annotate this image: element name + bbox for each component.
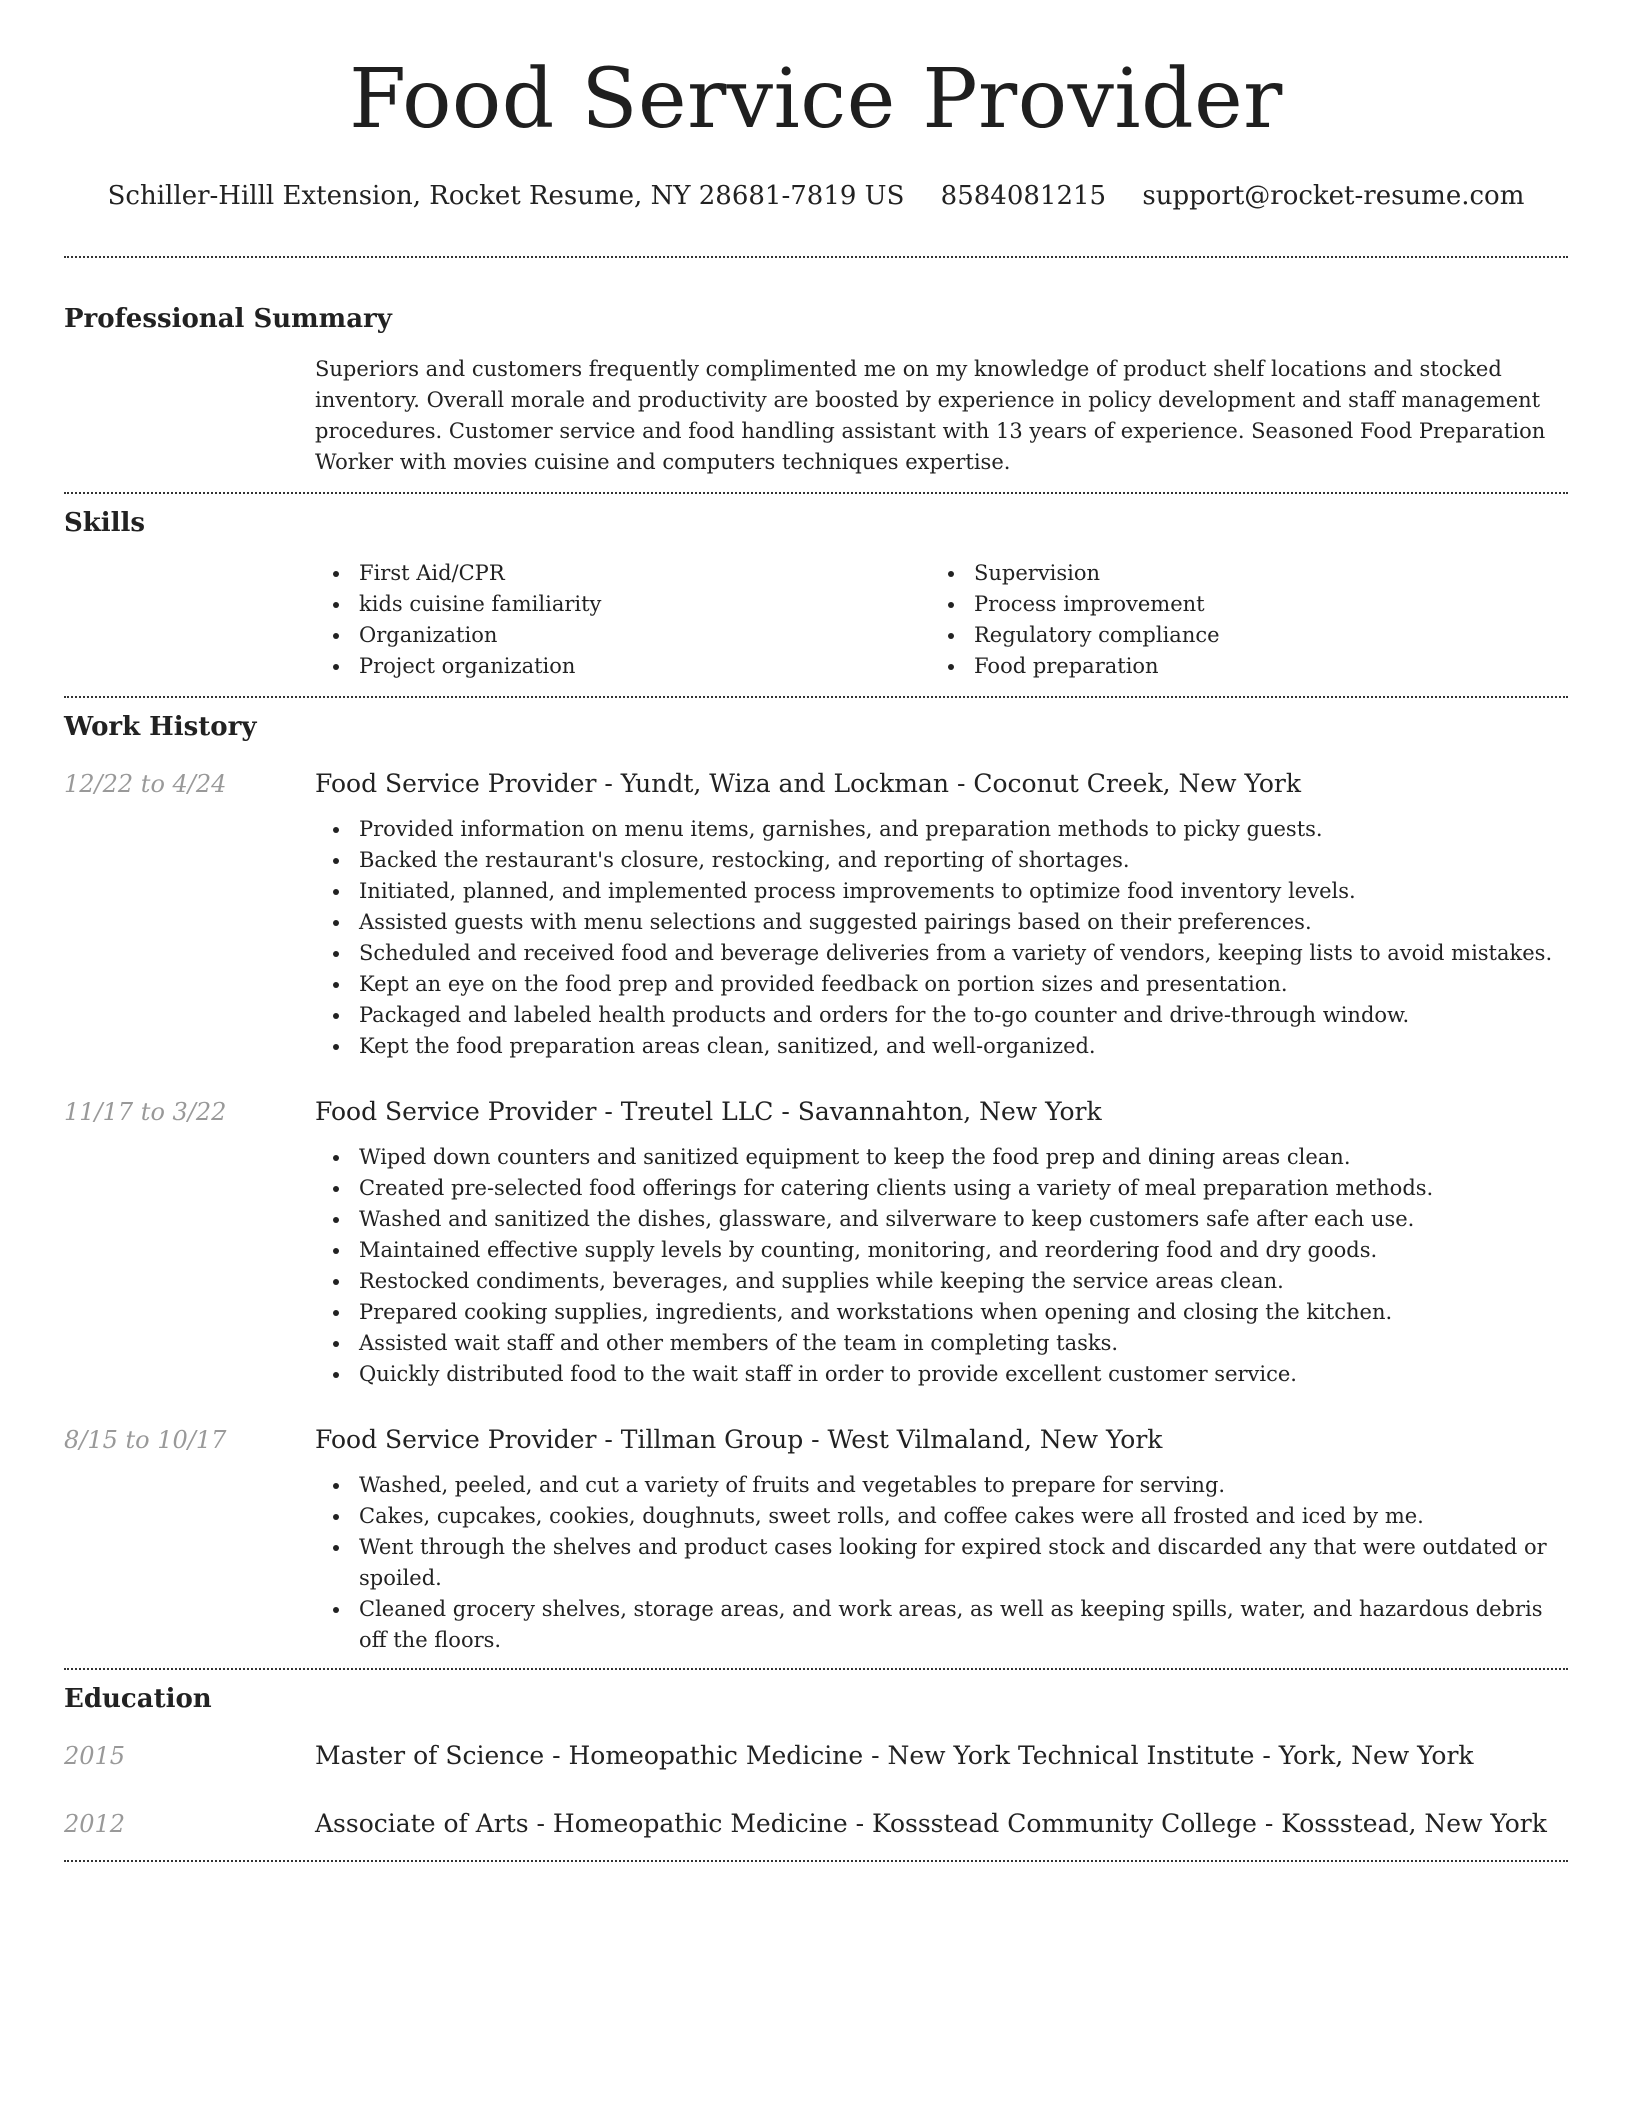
summary-text: Superiors and customers frequently complimented me on my knowledge of product shelf locations and stocked inventory. Overall morale and productivity are boosted by experience in policy development and staff management procedures. Customer service and food handling assistant with 13 years of experience. Seasoned Food Preparation Worker with movies cuisine and computers techniques expertise. [315, 357, 1546, 474]
job-dates: 11/17 to 3/22 [64, 1098, 227, 1126]
duty-item: Maintained effective supply levels by counting, monitoring, and reordering food and dry goods. [315, 1235, 1568, 1266]
skill-item: First Aid/CPR [315, 558, 930, 589]
skills-list [315, 558, 1568, 682]
divider [64, 696, 1568, 698]
job-entry [64, 1424, 1568, 1656]
skill-item: Food preparation [930, 651, 1545, 682]
duty-item: Quickly distributed food to the wait staff in order to provide excellent customer service. [315, 1359, 1568, 1390]
skill-item: Regulatory compliance [930, 620, 1545, 651]
duty-item: Created pre-selected food offerings for catering clients using a variety of meal preparation methods. [315, 1173, 1568, 1204]
duty-item: Packaged and labeled health products and orders for the to-go counter and drive-through window. [315, 1000, 1568, 1031]
summary-heading: Professional Summary [64, 304, 392, 334]
duty-item: Washed and sanitized the dishes, glassware, and silverware to keep customers safe after each use. [315, 1204, 1568, 1235]
divider [64, 256, 1568, 258]
education-year: 2012 [64, 1810, 126, 1838]
duty-item: Cakes, cupcakes, cookies, doughnuts, sweet rolls, and coffee cakes were all frosted and iced by me. [315, 1501, 1568, 1532]
duty-item: Wiped down counters and sanitized equipment to keep the food prep and dining areas clean. [315, 1142, 1568, 1173]
job-duties [315, 1142, 1568, 1390]
duty-item: Provided information on menu items, garnishes, and preparation methods to picky guests. [315, 814, 1568, 845]
skill-item: Supervision [930, 558, 1545, 589]
duty-item: Scheduled and received food and beverage deliveries from a variety of vendors, keeping lists to avoid mistakes. [315, 938, 1568, 969]
job-entry [64, 1096, 1568, 1390]
skill-item: Project organization [315, 651, 930, 682]
skill-item: kids cuisine familiarity [315, 589, 930, 620]
duty-item: Went through the shelves and product cases looking for expired stock and discarded any that were outdated or spoiled. [315, 1532, 1568, 1594]
job-heading: Food Service Provider - Yundt, Wiza and Lockman - Coconut Creek, New York [315, 769, 1301, 798]
education-entry [64, 1740, 1568, 1772]
duty-item: Kept the food preparation areas clean, sanitized, and well-organized. [315, 1031, 1568, 1062]
job-duties [315, 1470, 1568, 1656]
job-duties [315, 814, 1568, 1062]
education-details: Associate of Arts - Homeopathic Medicine - Kossstead Community College - Kossstead, New York [315, 1809, 1547, 1838]
education-heading: Education [64, 1684, 212, 1714]
contact-line [64, 178, 1568, 214]
divider [64, 492, 1568, 494]
job-dates: 8/15 to 10/17 [64, 1426, 227, 1454]
skill-item: Organization [315, 620, 930, 651]
duty-item: Assisted guests with menu selections and suggested pairings based on their preferences. [315, 907, 1568, 938]
divider [64, 1668, 1568, 1670]
skills-column-right [930, 558, 1545, 682]
duty-item: Cleaned grocery shelves, storage areas, and work areas, as well as keeping spills, water, and hazardous debris off the floors. [315, 1594, 1568, 1656]
duty-item: Restocked condiments, beverages, and supplies while keeping the service areas clean. [315, 1266, 1568, 1297]
education-details: Master of Science - Homeopathic Medicine - New York Technical Institute - York, New York [315, 1741, 1474, 1770]
candidate-name: Food Service Provider [349, 52, 1283, 147]
skill-item: Process improvement [930, 589, 1545, 620]
duty-item: Washed, peeled, and cut a variety of fruits and vegetables to prepare for serving. [315, 1470, 1568, 1501]
skills-heading: Skills [64, 508, 146, 538]
email-text: support@rocket-resume.com [1142, 181, 1525, 211]
duty-item: Prepared cooking supplies, ingredients, and workstations when opening and closing the kitchen. [315, 1297, 1568, 1328]
job-dates: 12/22 to 4/24 [64, 770, 227, 798]
resume-page [64, 0, 1568, 1862]
address-text: Schiller-Hilll Extension, Rocket Resume, NY 28681-7819 US [107, 181, 905, 211]
duty-item: Initiated, planned, and implemented process improvements to optimize food inventory levels. [315, 876, 1568, 907]
job-heading: Food Service Provider - Tillman Group - West Vilmaland, New York [315, 1425, 1163, 1454]
skills-column-left [315, 558, 930, 682]
education-entry [64, 1808, 1568, 1840]
phone-text: 8584081215 [940, 181, 1107, 211]
duty-item: Backed the restaurant's closure, restocking, and reporting of shortages. [315, 845, 1568, 876]
education-year: 2015 [64, 1742, 126, 1770]
work-history-heading: Work History [64, 712, 257, 742]
job-heading: Food Service Provider - Treutel LLC - Savannahton, New York [315, 1097, 1102, 1126]
duty-item: Kept an eye on the food prep and provided feedback on portion sizes and presentation. [315, 969, 1568, 1000]
divider [64, 1860, 1568, 1862]
job-entry [64, 768, 1568, 1062]
duty-item: Assisted wait staff and other members of the team in completing tasks. [315, 1328, 1568, 1359]
